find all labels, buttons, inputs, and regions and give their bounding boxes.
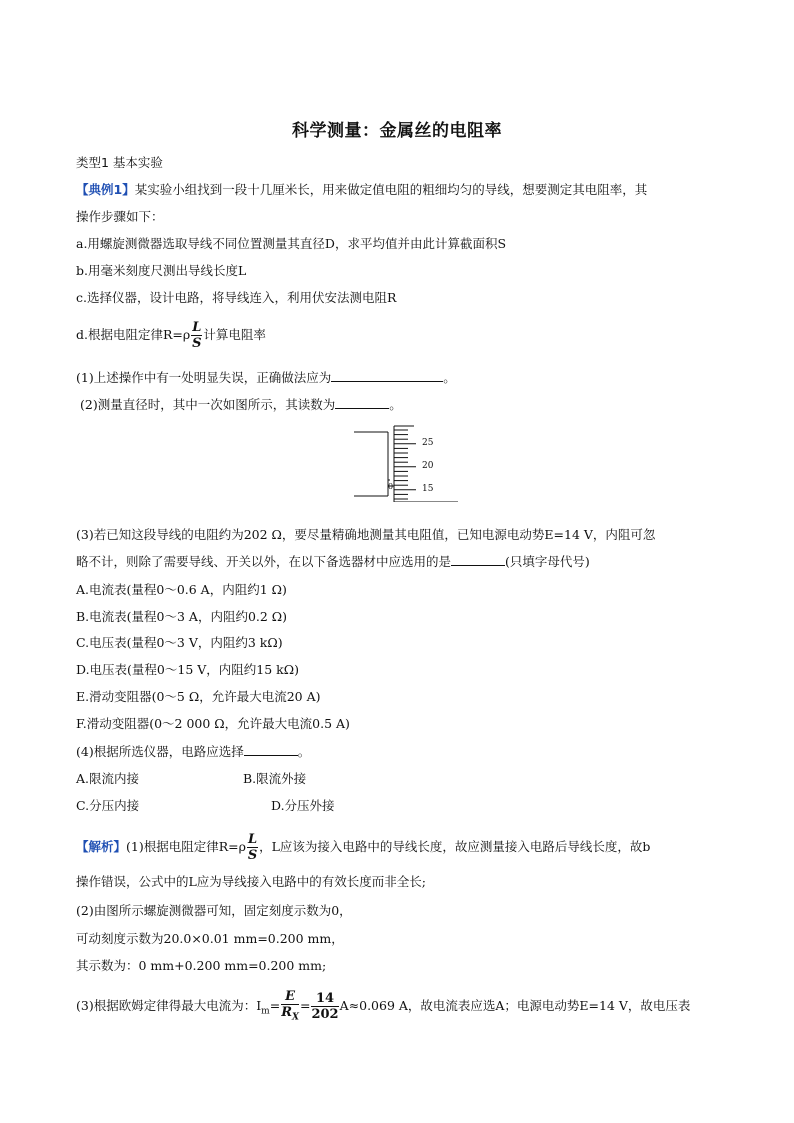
ohm-fraction-symbolic <box>281 990 299 1023</box>
question-3-hint: (只填字母代号) <box>505 554 590 569</box>
question-4-end: 。 <box>297 744 311 759</box>
answer-blank-1[interactable] <box>331 369 443 382</box>
thimble-ticks <box>394 430 416 499</box>
step-b: b.用毫米刻度尺测出导线长度L <box>76 263 247 278</box>
ohm-fraction-numeric <box>311 992 338 1021</box>
option-c: C.电压表(量程0～3 V，内阻约3 kΩ) <box>76 635 283 650</box>
current-subscript: m <box>261 1006 270 1017</box>
example-intro-text: 某实验小组找到一段十几厘米长，用来做定值电阻的粗细均匀的导线，想要测定其电阻率，其 <box>134 182 648 197</box>
solution-line6 <box>76 990 690 1023</box>
question-3-line2 <box>76 553 590 571</box>
question-3-line1: (3)若已知这段导线的电阻约为202 Ω，要尽量精确地测量其电阻值，已知电源电动势E=14 V，内阻可忽 <box>76 527 656 542</box>
resistance-fraction <box>191 321 202 350</box>
tick-label-15: 15 <box>422 484 434 494</box>
solution-line4: 可动刻度示数为20.0×0.01 mm=0.200 mm， <box>76 931 344 946</box>
solution-3-prefix: (3)根据欧姆定律得最大电流为：I <box>76 997 262 1013</box>
tick-label-20: 20 <box>422 461 434 471</box>
solution-fraction-denominator: S <box>247 848 258 863</box>
answer-blank-4[interactable] <box>244 743 298 756</box>
step-c: c.选择仪器，设计电路，将导线连入，利用伏安法测电阻R <box>76 290 397 305</box>
question-1-text: (1)上述操作中有一处明显失误，正确做法应为 <box>76 370 332 385</box>
solution-fraction-numerator: L <box>247 832 258 847</box>
ohm-fraction-denominator <box>281 1005 299 1023</box>
example-intro-line1 <box>76 181 647 199</box>
solution-3-suffix: A≈0.069 A，故电流表应选A；电源电动势E=14 V，故电压表 <box>339 997 691 1013</box>
ohm-fraction-numerator: E <box>281 990 299 1005</box>
option4-a: A.限流内接 <box>76 771 140 786</box>
zero-label: 0 <box>388 482 394 491</box>
option4-c: C.分压内接 <box>76 798 140 813</box>
solution-tag: 【解析】 <box>76 839 127 854</box>
option-e: E.滑动变阻器(0～5 Ω，允许最大电流20 A) <box>76 689 321 704</box>
question-2-end: 。 <box>389 397 402 412</box>
solution-line5: 其示数为：0 mm+0.200 mm=0.200 mm; <box>76 958 327 973</box>
example-intro-line2: 操作步骤如下： <box>76 209 164 224</box>
question-1-end: 。 <box>443 370 456 385</box>
solution-fraction <box>247 833 258 862</box>
step-d-suffix: 计算电阻率 <box>203 327 266 342</box>
tick-label-25: 25 <box>422 438 434 448</box>
solution-line1 <box>76 833 650 862</box>
question-3-text: 略不计，则除了需要导线、开关以外，在以下备选器材中应选用的是 <box>76 554 452 569</box>
question-2 <box>80 396 402 414</box>
example-tag: 【典例1】 <box>76 182 135 197</box>
question-2-text: (2)测量直径时，其中一次如图所示，其读数为 <box>80 397 336 412</box>
type-heading: 类型1 基本实验 <box>76 155 163 170</box>
fraction-numerator: L <box>192 320 202 335</box>
equals-sign-2: = <box>299 997 311 1013</box>
step-d <box>76 321 266 350</box>
question-1 <box>76 369 456 387</box>
answer-blank-2[interactable] <box>335 396 389 409</box>
option-b: B.电流表(量程0～3 A，内阻约0.2 Ω) <box>76 609 288 624</box>
solution-1-suffix: ，L应该为接入电路中的导线长度，故应测量接入电路后导线长度，故b <box>259 839 651 854</box>
option-f: F.滑动变阻器(0～2 000 Ω，允许最大电流0.5 A) <box>76 716 350 731</box>
solution-line3: (2)由图所示螺旋测微器可知，固定刻度示数为0， <box>76 903 352 918</box>
micrometer-figure <box>350 424 460 502</box>
answer-blank-3[interactable] <box>451 553 505 566</box>
question-4 <box>76 743 310 761</box>
page-title: 科学测量：金属丝的电阻率 <box>292 121 502 141</box>
option4-d: D.分压外接 <box>271 798 335 813</box>
resistance-symbol: R <box>281 1005 292 1020</box>
option4-b: B.限流外接 <box>243 771 307 786</box>
solution-1-prefix: (1)根据电阻定律R=ρ <box>126 839 246 854</box>
option-d: D.电压表(量程0～15 V，内阻约15 kΩ) <box>76 662 299 677</box>
step-a: a.用螺旋测微器选取导线不同位置测量其直径D，求平均值并由此计算截面积S <box>76 236 507 251</box>
question-4-text: (4)根据所选仪器，电路应选择 <box>76 744 244 759</box>
option-a: A.电流表(量程0～0.6 A，内阻约1 Ω) <box>76 582 287 597</box>
fraction-denominator: S <box>192 336 202 351</box>
numeric-denominator: 202 <box>311 1006 339 1022</box>
numeric-numerator: 14 <box>311 992 338 1007</box>
resistance-subscript: X <box>292 1012 299 1023</box>
solution-line2: 操作错误，公式中的L应为导线接入电路中的有效长度而非全长; <box>76 874 427 889</box>
step-d-prefix: d.根据电阻定律R=ρ <box>76 327 191 342</box>
equals-sign: = <box>269 997 281 1013</box>
